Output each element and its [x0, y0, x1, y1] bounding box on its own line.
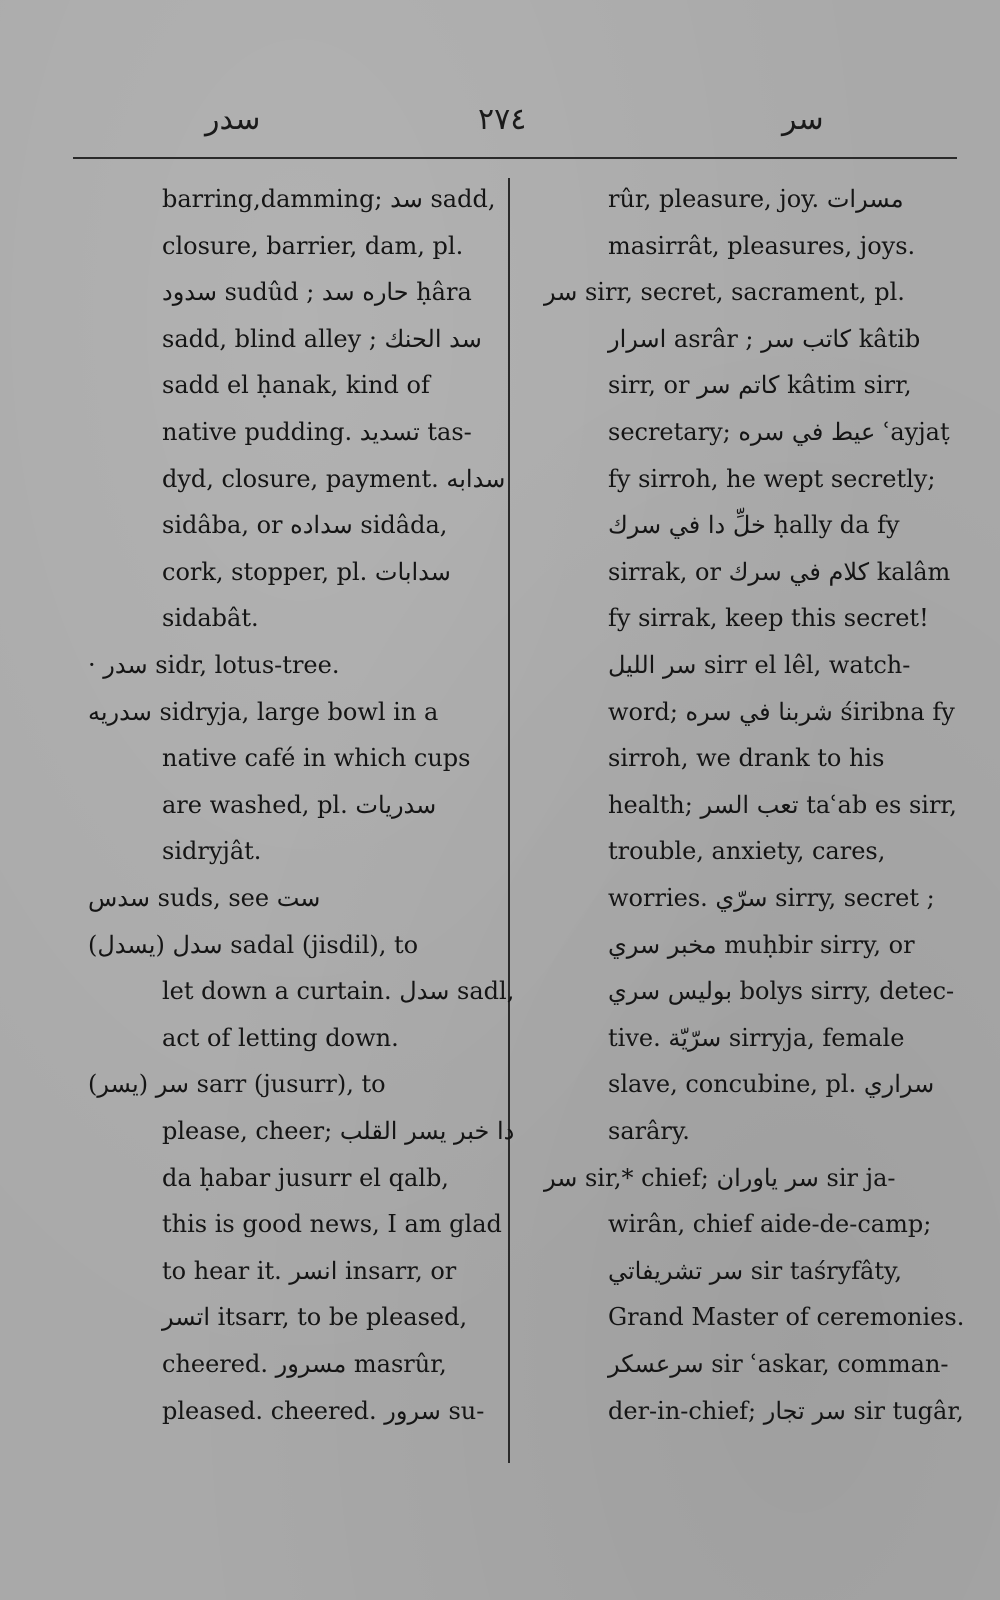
text-line: masirrât, pleasures, joys.: [608, 231, 916, 260]
text-line: sadd el ḥanak, kind of: [162, 371, 430, 400]
text-line: der-in-chief; سر تجار sir tugâr,: [608, 1396, 964, 1425]
header-rule: [73, 157, 957, 159]
text-line: سرعسكر sir ʿaskar, comman-: [608, 1350, 949, 1378]
text-line: tive. سرّيّة sirryja, female: [608, 1023, 905, 1052]
running-head-left: سدر: [205, 102, 261, 137]
text-line: please, cheer; دا خبر يسر القلب: [162, 1117, 515, 1145]
text-line: trouble, anxiety, cares,: [608, 837, 886, 866]
text-line: fy sirroh, he wept secretly;: [608, 464, 936, 493]
text-line: worries. سرّي sirry, secret ;: [608, 884, 935, 912]
text-line: cheered. مسرور masrûr,: [162, 1350, 447, 1378]
text-line: slave, concubine, pl. سراري: [608, 1070, 935, 1099]
text-line: سدس suds, see ست: [88, 884, 321, 912]
text-line: wirân, chief aide-de-camp;: [608, 1210, 932, 1239]
text-line: سدل (يسدل) sadal (jisdil), to: [88, 930, 419, 959]
text-line: native pudding. تسديد tas-: [162, 418, 472, 446]
text-line: Grand Master of ceremonies.: [608, 1303, 965, 1332]
text-line: sirr, or كاتم سر kâtim sirr,: [608, 371, 912, 400]
text-line: sadd, blind alley ; سد الحنك: [162, 324, 482, 353]
text-line: barring,damming; سد sadd,: [162, 185, 496, 213]
text-line: word; شربنا في سره śiribna fy: [608, 697, 955, 726]
text-line: are washed, pl. سدريات: [162, 790, 437, 819]
text-line: سدود sudûd ; حاره سد ḥâra: [162, 278, 472, 307]
text-line: secretary; عيط في سره ʿayjaṭ: [608, 418, 950, 446]
text-line: da ḥabar jusurr el qalb,: [162, 1163, 449, 1192]
page-number: ٢٧٤: [478, 102, 527, 137]
text-line: cork, stopper, pl. سدابات: [162, 557, 451, 586]
text-line: health; تعب السر taʿab es sirr,: [608, 790, 957, 819]
text-line: pleased. cheered. سرور su-: [162, 1396, 485, 1425]
text-line: sidabât.: [162, 604, 259, 633]
text-line: سر sir,* chief; سر ياوران sir ja-: [544, 1163, 896, 1192]
text-line: dyd, closure, payment. سدابه: [162, 464, 506, 493]
text-line: closure, barrier, dam, pl.: [162, 231, 464, 260]
text-line: سر sirr, secret, sacrament, pl.: [544, 278, 905, 307]
text-line: this is good news, I am glad: [162, 1210, 502, 1239]
text-line: سر الليل sirr el lêl, watch-: [608, 651, 911, 679]
text-line: سر (يسر) sarr (jusurr), to: [88, 1070, 386, 1099]
text-line: اسرار asrâr ; كاتب سر kâtib: [608, 324, 921, 353]
text-line: to hear it. انسر insarr, or: [162, 1256, 457, 1285]
text-line: خلِّ دا في سرك ḥally da fy: [608, 511, 900, 540]
text-line: سدريه sidryja, large bowl in a: [88, 697, 439, 726]
text-line: sidryjât.: [162, 837, 262, 866]
column-divider: [508, 178, 510, 1463]
text-line: let down a curtain. سدل sadl,: [162, 977, 515, 1006]
text-line: rûr, pleasure, joy. مسرات: [608, 185, 904, 213]
text-line: مخبر سري muḥbir sirry, or: [608, 930, 915, 959]
text-line: fy sirrak, keep this secret!: [608, 604, 929, 633]
text-line: sidâba, or سداده sidâda,: [162, 511, 448, 540]
text-line: sarâry.: [608, 1117, 690, 1145]
text-line: act of letting down.: [162, 1023, 399, 1052]
running-head-right: سر: [782, 102, 824, 137]
text-line: sirrak, or كلام في سرك kalâm: [608, 557, 951, 586]
text-line: sirroh, we drank to his: [608, 744, 885, 773]
text-line: سر تشريفاتي sir taśryfâty,: [608, 1256, 902, 1285]
text-line: · سدر sidr, lotus-tree.: [88, 651, 340, 679]
text-line: بوليس سري bolys sirry, detec-: [608, 977, 955, 1006]
text-line: native café in which cups: [162, 744, 471, 773]
text-line: اتسر itsarr, to be pleased,: [162, 1303, 468, 1332]
